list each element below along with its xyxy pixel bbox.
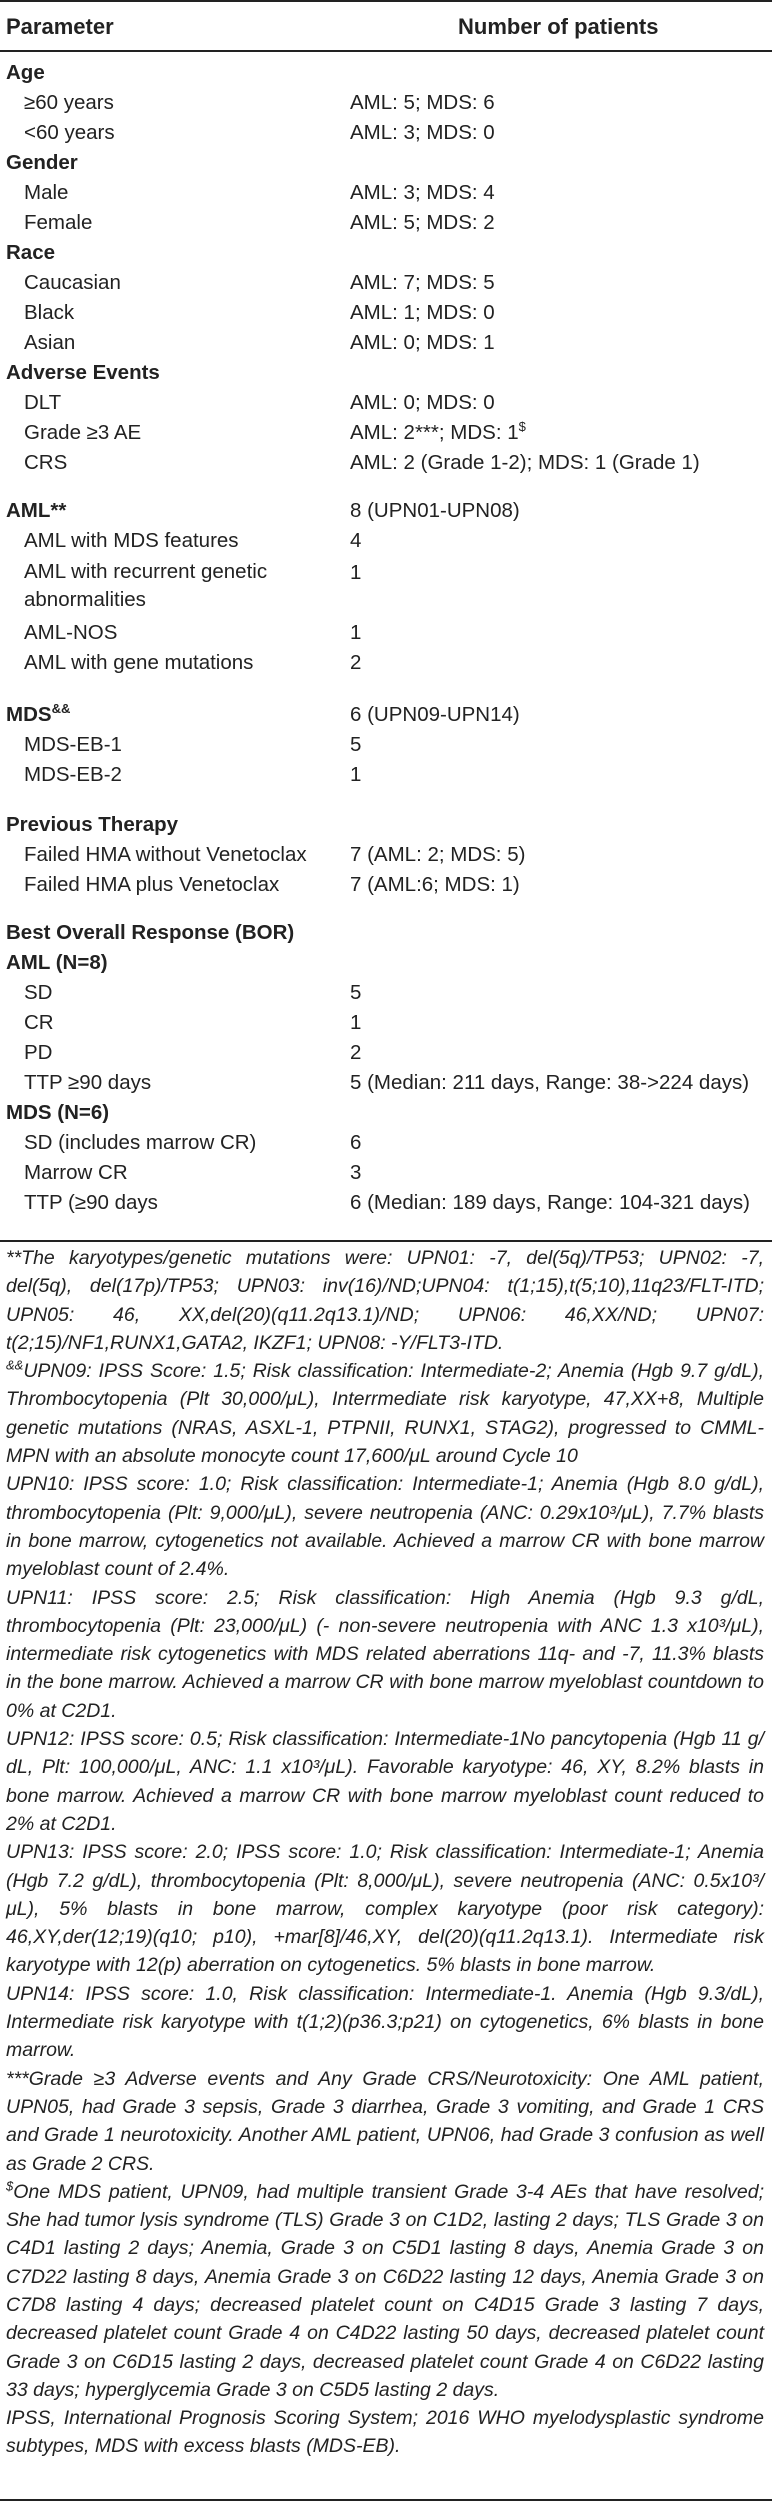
- table-footnotes: [6, 1244, 764, 2461]
- header-parameter: Parameter: [6, 14, 114, 39]
- table-bottom-rule: [0, 1240, 772, 1242]
- footnote: UPN12: IPSS score: 0.5; Risk classification: Intermediate-1No pancytopenia (Hgb 11 g/ dL, Plt: 100,000/μL, ANC: 1.1 x10³/μL). Favorable karyotype: 46, XY, 8.2% blasts in bone marrow. Achieved a marrow CR with bone marrow myeloblast count reduced to 2% at C2D1.: [6, 1728, 764, 1835]
- patients-cell: 6: [350, 1131, 362, 1154]
- patients-cell: 2: [350, 1041, 362, 1064]
- patients-cell: AML: 3; MDS: 4: [350, 181, 495, 204]
- parameter-cell: AML-NOS: [24, 621, 118, 644]
- patients-cell: 6 (Median: 189 days, Range: 104-321 days): [350, 1191, 751, 1214]
- parameter-cell: TTP ≥90 days: [24, 1071, 152, 1094]
- patients-cell: AML: 0; MDS: 0: [350, 391, 495, 414]
- parameter-cell: Caucasian: [24, 271, 121, 294]
- parameter-cell: MDS-EB-2: [24, 763, 122, 786]
- footnote: UPN11: IPSS score: 2.5; Risk classification: High Anemia (Hgb 9.3 g/dL, thrombocytopenia (Plt: 23,000/μL) (- non-severe neutropenia with ANC 1.3 x10³/μL), intermediate risk cytogenetics with MDS related aberrations 11q- and -7, 11.3% blasts in the bone marrow. Achieved a marrow CR with bone marrow myeloblast countdown to 0% at C2D1.: [6, 1586, 764, 1722]
- parameter-cell: AML with recurrent genetic abnormalities: [24, 560, 268, 611]
- parameter-cell: Grade ≥3 AE: [24, 421, 142, 444]
- patients-cell: AML: 2***; MDS: 1$: [350, 419, 526, 444]
- parameter-cell: PD: [24, 1041, 53, 1064]
- footnote: UPN13: IPSS score: 2.0; IPSS score: 1.0; Risk classification: Intermediate-1; Anemia (Hgb 7.2 g/dL), thrombocytopenia (Plt: 8,000/μL), severe neutropenia (ANC: 0.5x10³/μL), 5% blasts in bone marrow, complex karyotype (poor risk category): 46,XY,der(12;19)(q10; p10), +mar[8]/46,XY, del(20)(q11.2q13.1). Intermediate risk karyotype with 12(p) aberration on cytogenetics. 5% blasts in bone marrow.: [6, 1841, 764, 1977]
- parameter-cell: Race: [6, 241, 56, 264]
- parameter-cell-line2: abnormalities: [24, 588, 146, 611]
- parameter-cell: DLT: [24, 391, 62, 414]
- parameter-cell: SD (includes marrow CR): [24, 1131, 257, 1154]
- patients-cell: AML: 5; MDS: 6: [350, 91, 495, 114]
- parameter-cell: Asian: [24, 331, 76, 354]
- table-body: [0, 52, 772, 1244]
- parameter-cell: <60 years: [24, 121, 115, 144]
- footnote: $One MDS patient, UPN09, had multiple transient Grade 3-4 AEs that have resolved; She had tumor lysis syndrome (TLS) Grade 3 on C1D2, lasting 2 days; TLS Grade 3 on C4D1 lasting 2 days; Anemia, Grade 3 on C5D1 lasting 8 days, Anemia Grade 3 on C7D22 lasting 8 days, Anemia Grade 3 on C6D22 lasting 12 days, Anemia Grade 3 on C7D8 lasting 4 days; decreased platelet count on C4D15 Grade 3 lasting 7 days, decreased platelet count Grade 4 on C4D22 lasting 50 days, decreased platelet count Grade 3 on C6D15 lasting 2 days, decreased platelet count Grade 4 on C6D22 lasting 33 days; hyperglycemia Grade 3 on C5D5 lasting 2 days.: [6, 2178, 764, 2401]
- patients-cell: AML: 7; MDS: 5: [350, 271, 495, 294]
- footnote: UPN10: IPSS score: 1.0; Risk classification: Intermediate-1; Anemia (Hgb 8.0 g/dL), thrombocytopenia (Plt: 9,000/μL), severe neutropenia (ANC: 0.29x10³/μL), 7.7% blasts in bone marrow, cytogenetics not available. Achieved a marrow CR with bone marrow myeloblast count of 2.4%.: [6, 1473, 764, 1581]
- parameter-cell: Gender: [6, 151, 78, 174]
- parameter-cell: ≥60 years: [24, 91, 114, 114]
- patients-cell: 1: [350, 1011, 362, 1034]
- footnote: UPN14: IPSS score: 1.0, Risk classification: Intermediate-1. Anemia (Hgb 9.3/dL), Intermediate risk karyotype with t(1;2)(p36.3;p21) on cytogenetics, 6% blasts in bone marrow.: [6, 1982, 764, 2062]
- patients-cell: 6 (UPN09-UPN14): [350, 703, 520, 726]
- patients-cell: 3: [350, 1161, 362, 1184]
- parameter-cell: CRS: [24, 451, 68, 474]
- parameter-cell: AML with MDS features: [24, 529, 239, 552]
- footnote: **The karyotypes/genetic mutations were: UPN01: -7, del(5q)/TP53; UPN02: -7, del(5q), del(17p)/TP53; UPN03: inv(16)/ND;UPN04: t(1;15),t(5;10),11q23/FLT-ITD; UPN05: 46, XX,del(20)(q11.2q13.1)/ND; UPN06: 46,XX/ND; UPN07: t(2;15)/NF1,RUNX1,GATA2, IKZF1; UPN08: -Y/FLT3-ITD.: [6, 1247, 764, 1354]
- parameter-cell: Previous Therapy: [6, 813, 179, 836]
- parameter-cell: Marrow CR: [24, 1161, 128, 1184]
- parameter-cell: MDS (N=6): [6, 1101, 110, 1124]
- parameter-cell: MDS&&: [6, 701, 71, 726]
- parameter-cell: AML with gene mutations: [24, 651, 254, 674]
- parameter-cell: SD: [24, 981, 53, 1004]
- patients-cell: 8 (UPN01-UPN08): [350, 499, 520, 522]
- parameter-cell: Failed HMA without Venetoclax: [24, 843, 307, 866]
- patients-cell: 7 (AML:6; MDS: 1): [350, 873, 520, 896]
- patients-cell: 2: [350, 651, 362, 674]
- parameter-cell: Age: [6, 61, 45, 84]
- footnote: &&UPN09: IPSS Score: 1.5; Risk classification: Intermediate-2; Anemia (Hgb 9.7 g/dL), Thrombocytopenia (Plt 30,000/μL), Interrmediate risk karyotype, 47,XX+8, Multiple genetic mutations (NRAS, ASXL-1, PTPNII, RUNX1, STAG2), progressed to CMML-MPN with an absolute monocyte count 17,600/μL around Cycle 10: [6, 1357, 764, 1468]
- patients-cell: AML: 2 (Grade 1-2); MDS: 1 (Grade 1): [350, 451, 700, 474]
- parameter-cell: MDS-EB-1: [24, 733, 122, 756]
- parameter-cell: Best Overall Response (BOR): [6, 921, 295, 944]
- parameter-cell: TTP (≥90 days: [24, 1191, 158, 1214]
- footnote: ***Grade ≥3 Adverse events and Any Grade CRS/Neurotoxicity: One AML patient, UPN05, had Grade 3 sepsis, Grade 3 diarrhea, Grade 3 vomiting, and Grade 1 CRS and Grade 1 neurotoxicity. Another AML patient, UPN06, had Grade 3 confusion as well as Grade 2 CRS.: [6, 2067, 764, 2175]
- footnote: IPSS, International Prognosis Scoring System; 2016 WHO myelodysplastic syndrome subtypes, MDS with excess blasts (MDS-EB).: [6, 2407, 764, 2458]
- parameter-cell: AML (N=8): [6, 951, 108, 974]
- header-patients: Number of patients: [458, 14, 659, 39]
- patients-cell: 1: [350, 621, 362, 644]
- patients-cell: AML: 1; MDS: 0: [350, 301, 495, 324]
- parameter-cell: Adverse Events: [6, 361, 160, 384]
- patients-cell: 1: [350, 763, 362, 786]
- patients-cell: 4: [350, 529, 362, 552]
- patients-cell: 1: [350, 561, 362, 584]
- patients-cell: AML: 0; MDS: 1: [350, 331, 495, 354]
- patients-cell: AML: 3; MDS: 0: [350, 121, 495, 144]
- parameter-cell: CR: [24, 1011, 54, 1034]
- patients-cell: 5: [350, 981, 362, 1004]
- parameter-cell: Black: [24, 301, 75, 324]
- table-header: [0, 0, 772, 52]
- patients-cell: 7 (AML: 2; MDS: 5): [350, 843, 526, 866]
- patients-cell: AML: 5; MDS: 2: [350, 211, 495, 234]
- parameter-cell: Male: [24, 181, 69, 204]
- parameter-cell: Female: [24, 211, 93, 234]
- patients-cell: 5: [350, 733, 362, 756]
- patients-cell: 5 (Median: 211 days, Range: 38->224 days): [350, 1071, 750, 1094]
- parameter-cell: AML**: [6, 499, 67, 522]
- parameter-cell: Failed HMA plus Venetoclax: [24, 873, 280, 896]
